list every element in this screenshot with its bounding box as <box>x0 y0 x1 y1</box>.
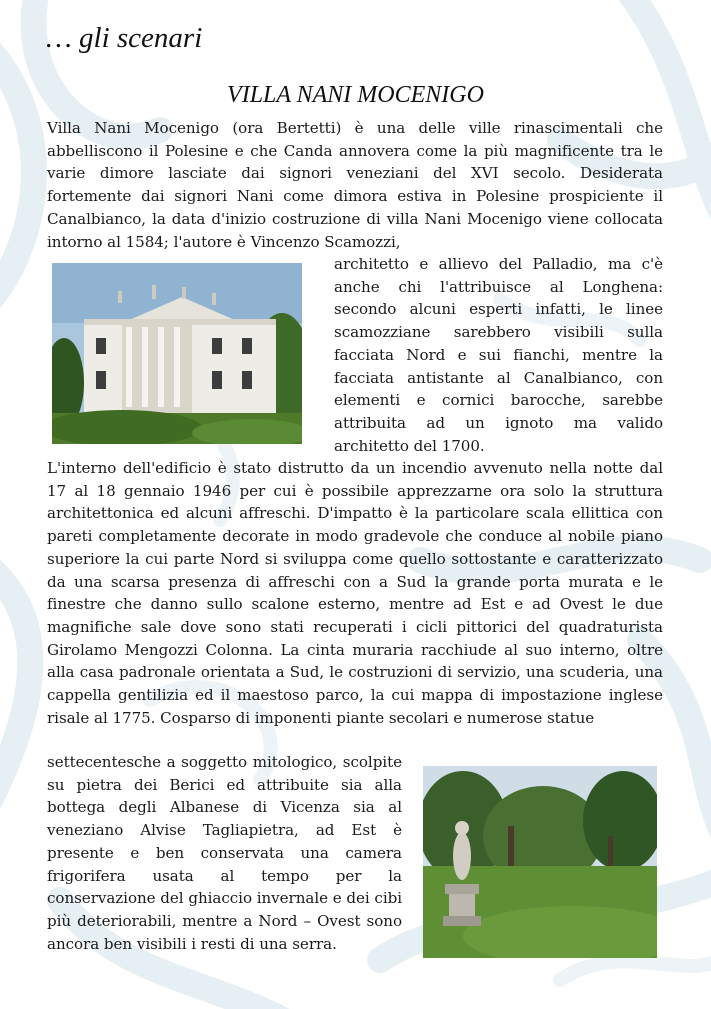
paragraph-park: settecentesche a soggetto mitologico, scolpite su pietra dei Berici ed attribuite sia alla bottega degli Albanese di Vicenza sia al veneziano Alvise Tagliapietra, ad Est è presente e ben conservata una camera frigorifera usata al tempo per la conservazione del ghiaccio invernale e dei cibi più deteriorabili, mentre a Nord – Ovest sono ancora ben visibili i resti di una serra. <box>47 753 402 953</box>
paragraph-intro-continued: architetto e allievo del Palladio, ma c'è anche chi l'attribuisce al Longhena: secondo alcuni esperti infatti, le linee scamozziane sarebbero visibili sulla facciata Nord e sui fianchi, mentre la facciata antistante al Canalbianco, con elementi e cornici barocche, sarebbe attribuita ad un ignoto ma valido architetto del 1700. <box>334 255 663 455</box>
article-title: VILLA NANI MOCENIGO <box>227 82 484 108</box>
section-title: … gli scenari <box>46 22 203 54</box>
villa-photo <box>52 263 302 444</box>
park-statue-photo <box>423 766 657 958</box>
paragraph-intro: Villa Nani Mocenigo (ora Bertetti) è una delle ville rinascimentali che abbelliscono il Polesine e che Canda annovera come la più magnificente tra le varie dimore lasciate dai signori veneziani del XVI secolo. Desiderata fortemente dai signori Nani come dimora estiva in Polesine prospiciente il Canalbianco, la data d'inizio costruzione di villa Nani Mocenigo viene collocata intorno al 1584; l'autore è Vincenzo Scamozzi, <box>47 119 663 251</box>
paragraph-interior: L'interno dell'edificio è stato distrutto da un incendio avvenuto nella notte dal 17 al 18 gennaio 1946 per cui è possibile apprezzarne ora solo la struttura architettonica ed alcuni affreschi. D'impatto è la particolare scala ellittica con pareti completamente decorate in modo gradevole che conduce al nobile piano superiore la cui parte Nord si sviluppa come quello sottostante e caratterizzato da una scarsa presenza di affreschi con a Sud la grande porta murata e le finestre che danno sullo scalone esterno, mentre ad Est e ad Ovest le due magnifiche sale dove sono stati recuperati i cicli pittorici del quadraturista Girolamo Mengozzi Colonna. La cinta muraria racchiude al suo interno, oltre alla casa padronale orientata a Sud, le costruzioni di servizio, una scuderia, una cappella gentilizia ed il maestoso parco, la cui mappa di impostazione inglese risale al 1775. Cosparso di imponenti piante secolari e numerose statue <box>47 459 663 727</box>
